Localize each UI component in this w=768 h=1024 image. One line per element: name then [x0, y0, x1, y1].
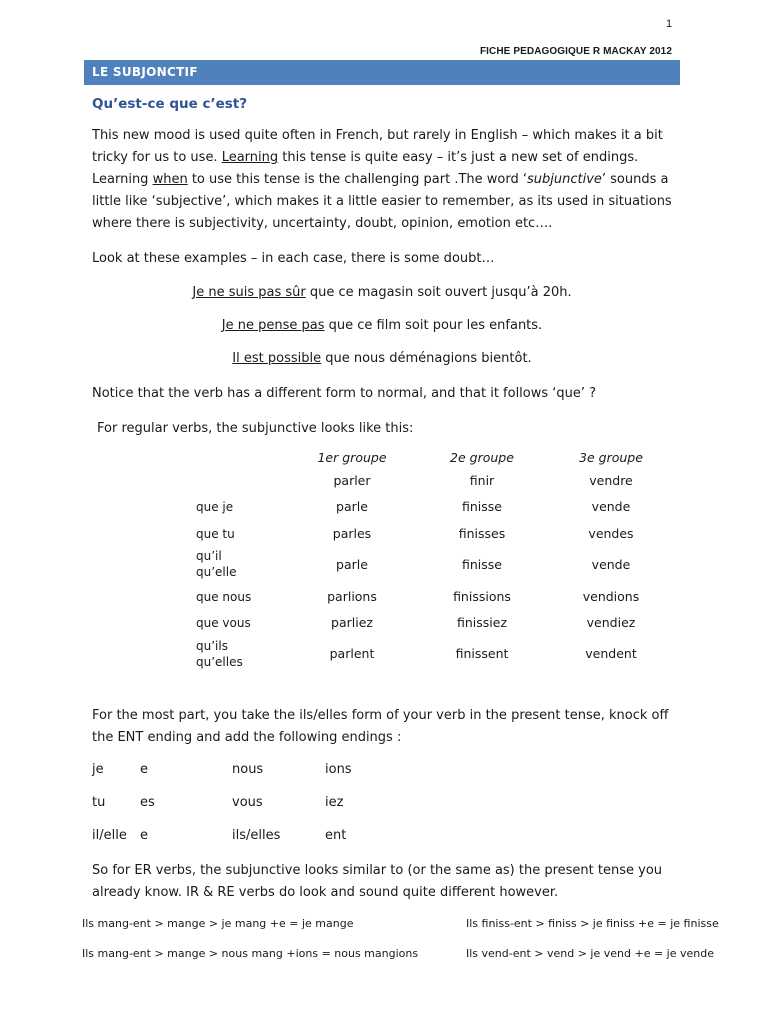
table-cell: finissions — [453, 589, 511, 604]
ending-pronoun: je — [92, 762, 104, 777]
para-text: do look and sound quite — [274, 885, 440, 900]
subjunctive-word: subjunctive — [526, 172, 602, 187]
para-text: So for — [92, 863, 135, 878]
ending-suffix: es — [140, 795, 155, 810]
para-text: , the subjunctive looks — [191, 863, 343, 878]
table-cell: finisse — [462, 557, 502, 572]
intro-text: This new mood is used quite often in French, but rarely in English – which makes it a bit tricky for us to use. — [92, 128, 663, 165]
table-row-pronoun: que tu — [196, 527, 235, 541]
table-cell: vende — [591, 557, 631, 572]
group-header: 2e groupe — [450, 450, 514, 465]
intro-paragraph — [92, 125, 682, 235]
para-keyword: ER verbs — [134, 863, 192, 878]
ending-pronoun: tu — [92, 795, 106, 810]
look-text: Look at these examples – in each case, there is some doubt… — [92, 251, 495, 266]
para-text: however. — [495, 885, 559, 900]
verb-infinitive: vendre — [589, 473, 633, 488]
para-text: to (or the same as) the present tense you already know. — [92, 863, 663, 900]
para-keyword: similar — [342, 863, 387, 878]
para-keyword: ENT — [117, 730, 144, 745]
para-text: form of your verb in the — [347, 708, 512, 723]
regular-word: regular — [121, 421, 168, 436]
ending-pronoun: vous — [232, 795, 263, 810]
table-cell: parlions — [327, 589, 377, 604]
table-row-pronoun: que vous — [196, 616, 251, 630]
example-sentence — [84, 318, 680, 333]
example-text: pour les enfants. — [428, 318, 543, 333]
example-text: ouvert jusqu’à 20h. — [440, 285, 572, 300]
intro-text: this tense is quite easy – it’s just a new set of endings. Learning — [92, 150, 639, 187]
table-cell: vende — [591, 499, 631, 514]
table-cell: finisses — [458, 526, 506, 541]
example-sentence — [84, 351, 680, 366]
example-trigger: Il est possible — [232, 351, 322, 366]
ending-pronoun: nous — [232, 762, 264, 777]
para-text: ending and add the following endings : — [143, 730, 402, 745]
example-trigger: Je ne suis pas sûr — [192, 285, 306, 300]
table-cell: vendions — [582, 589, 640, 604]
table-row-pronoun: qu’ils qu’elles — [196, 639, 243, 669]
example-trigger: Je ne pense pas — [221, 318, 325, 333]
example-verb: soit — [405, 318, 429, 333]
ending-pronoun: il/elle — [92, 828, 127, 843]
table-cell: parliez — [331, 615, 373, 630]
table-row-pronoun: que je — [196, 500, 234, 514]
table-cell: parles — [332, 526, 372, 541]
para-keyword: different — [440, 885, 496, 900]
table-cell: vendiez — [586, 615, 636, 630]
group-header: 3e groupe — [579, 450, 643, 465]
group-header: 1er groupe — [317, 450, 387, 465]
so-for-paragraph — [92, 860, 682, 904]
table-cell: parle — [336, 499, 368, 514]
notice-text: Notice that the verb has a different form to normal, and that it follows ‘que’ ? — [92, 386, 597, 401]
table-cell: vendent — [585, 646, 637, 661]
table-cell: finissent — [455, 646, 509, 661]
table-cell: parlent — [329, 646, 375, 661]
example-derivation: Ils mang-ent > mange > je mang +e = je mange — [82, 917, 354, 930]
example-que: que — [324, 318, 354, 333]
ending-suffix: e — [140, 828, 148, 843]
intro-text: to use this tense is the challenging part .The word ‘ — [187, 172, 527, 187]
example-sentence — [84, 285, 680, 300]
table-cell: vendes — [588, 526, 634, 541]
para-text: tense, knock off the — [92, 708, 669, 745]
para-keyword: IR & RE verbs — [186, 885, 275, 900]
example-text: ce film — [353, 318, 406, 333]
when-word: when — [152, 172, 188, 187]
table-cell: finissiez — [456, 615, 508, 630]
ending-suffix: e — [140, 762, 148, 777]
para-text: For the most part, you take the — [92, 708, 300, 723]
para-keyword: ils/elles — [299, 708, 348, 723]
subheading: Qu’est-ce que c’est? — [92, 96, 248, 112]
table-cell: finisse — [462, 499, 502, 514]
example-text: bientôt. — [477, 351, 532, 366]
example-derivation: Ils finiss-ent > finiss > je finiss +e = je finisse — [466, 917, 719, 930]
regular-text: For — [97, 421, 122, 436]
example-derivation: Ils vend-ent > vend > je vend +e = je vende — [466, 947, 714, 960]
section-title-bar: LE SUBJONCTIF — [84, 60, 680, 85]
para-keyword: present — [511, 708, 561, 723]
example-que: que — [321, 351, 350, 366]
ending-suffix: iez — [325, 795, 344, 810]
verb-infinitive: parler — [333, 473, 371, 488]
regular-text: verbs, the subjunctive looks like this: — [167, 421, 414, 436]
ending-suffix: ions — [325, 762, 352, 777]
ending-pronoun: ils/elles — [232, 828, 281, 843]
example-text: nous — [349, 351, 390, 366]
example-derivation: Ils mang-ent > mange > nous mang +ions = nous mangions — [82, 947, 419, 960]
ending-suffix: ent — [325, 828, 347, 843]
verb-infinitive: finir — [469, 473, 495, 488]
example-que: que — [305, 285, 335, 300]
intro-text: ’ sounds a little like ‘subjective’, which makes it a little easier to remember, as its used in situations where there is subjectivity, uncertainty, doubt, opinion, emotion etc…. — [92, 172, 672, 231]
example-verb: déménagions — [389, 351, 478, 366]
most-part-paragraph — [92, 705, 682, 749]
table-cell: parle — [336, 557, 368, 572]
document-header: FICHE PEDAGOGIQUE R MACKAY 2012 — [479, 46, 672, 57]
regular-intro — [97, 418, 687, 440]
learning-word: Learning — [221, 150, 279, 165]
page-number: 1 — [666, 18, 673, 30]
example-text: ce magasin — [334, 285, 418, 300]
example-verb: soit — [417, 285, 441, 300]
table-row-pronoun: qu’il qu’elle — [196, 549, 237, 579]
table-row-pronoun: que nous — [196, 590, 252, 604]
